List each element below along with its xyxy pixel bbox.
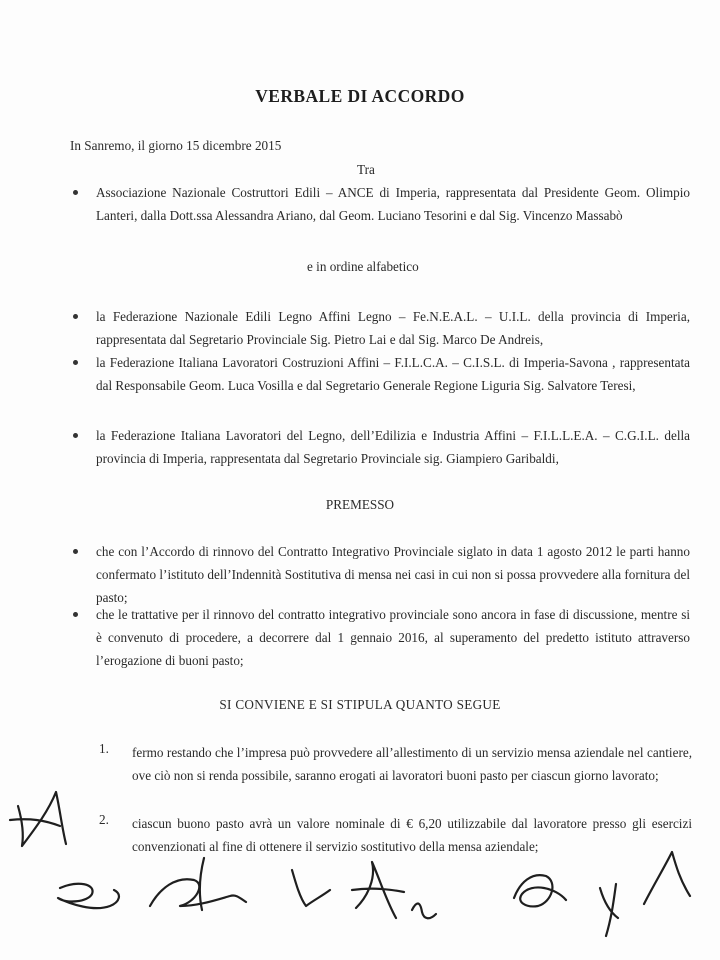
signature-mark — [600, 884, 618, 936]
signature-mark — [292, 870, 330, 906]
premesso-heading: PREMESSO — [325, 497, 395, 512]
party-ance: Associazione Nazionale Costruttori Edili – ANCE di Imperia, rappresentata dal Presidente Geom. Olimpio Lanteri, dalla Dott.ssa Alessandra Ariano, dal Geom. Luciano Tesorini e dal Sig. Vincenzo Massabò — [96, 185, 690, 223]
signature-mark — [150, 879, 246, 906]
clause-2: ciascun buono pasto avrà un valore nominale di € 6,20 utilizzabile dal lavoratore presso gli esercizi convenzionati al fine di ottenere il servizio sostitutivo della mensa aziendale; — [132, 816, 692, 854]
signature-mark — [412, 904, 436, 919]
bullet — [73, 360, 78, 365]
signature-mark — [58, 884, 119, 908]
signature-mark — [352, 862, 404, 918]
bullet — [73, 433, 78, 438]
party-fillea: la Federazione Italiana Lavoratori del Legno, dell’Edilizia e Industria Affini – F.I.L.L.E.A. – C.G.I.L. della provincia di Imperia, rappresentata dal Segretario Provinciale sig. Giampiero Garibaldi, — [96, 428, 690, 466]
between-label: Tra — [357, 162, 375, 177]
bullet — [73, 190, 78, 195]
stipula-heading: SI CONVIENE E SI STIPULA QUANTO SEGUE — [219, 697, 501, 712]
signature-mark — [18, 792, 66, 846]
clause-number: 2. — [99, 812, 109, 827]
signature-mark — [200, 858, 204, 910]
signature-mark — [10, 819, 60, 826]
clause-number: 1. — [99, 741, 109, 756]
place-date: In Sanremo, il giorno 15 dicembre 2015 — [70, 138, 282, 153]
signature-mark — [514, 875, 566, 906]
bullet — [73, 549, 78, 554]
alphabetical-note: e in ordine alfabetico — [307, 259, 419, 274]
premesso-item-2: che le trattative per il rinnovo del contratto integrativo provinciale sono ancora in fase di discussione, mentre si è convenuto di procedere, a decorrere dal 1 gennaio 2016, al superamento del predetto istituto attraverso l’erogazione di buoni pasto; — [96, 607, 690, 668]
signature-mark — [644, 852, 690, 904]
bullet — [73, 612, 78, 617]
document-title: VERBALE DI ACCORDO — [255, 86, 465, 106]
bullet — [73, 314, 78, 319]
party-filca: la Federazione Italiana Lavoratori Costruzioni Affini – F.I.L.C.A. – C.I.S.L. di Imperia-Savona , rappresentata dal Responsabile Geom. Luca Vosilla e dal Segretario Generale Regione Liguria Sig. Salvatore Teresi, — [96, 355, 690, 393]
clause-1: fermo restando che l’impresa può provvedere all’allestimento di un servizio mensa aziendale nel cantiere, ove ciò non si renda possibile, saranno erogati ai lavoratori buoni pasto per ciascun giorno lavorato; — [132, 745, 692, 783]
premesso-item-1: che con l’Accordo di rinnovo del Contratto Integrativo Provinciale siglato in data 1 agosto 2012 le parti hanno confermato l’istituto dell’Indennità Sostitutiva di mensa nei casi in cui non si possa provvedere alla fornitura del pasto; — [96, 544, 690, 605]
party-feneal: la Federazione Nazionale Edili Legno Affini Legno – Fe.N.E.A.L. – U.I.L. della provincia di Imperia, rappresentata dal Segretario Provinciale Sig. Pietro Lai e dal Sig. Marco De Andreis, — [96, 309, 690, 347]
